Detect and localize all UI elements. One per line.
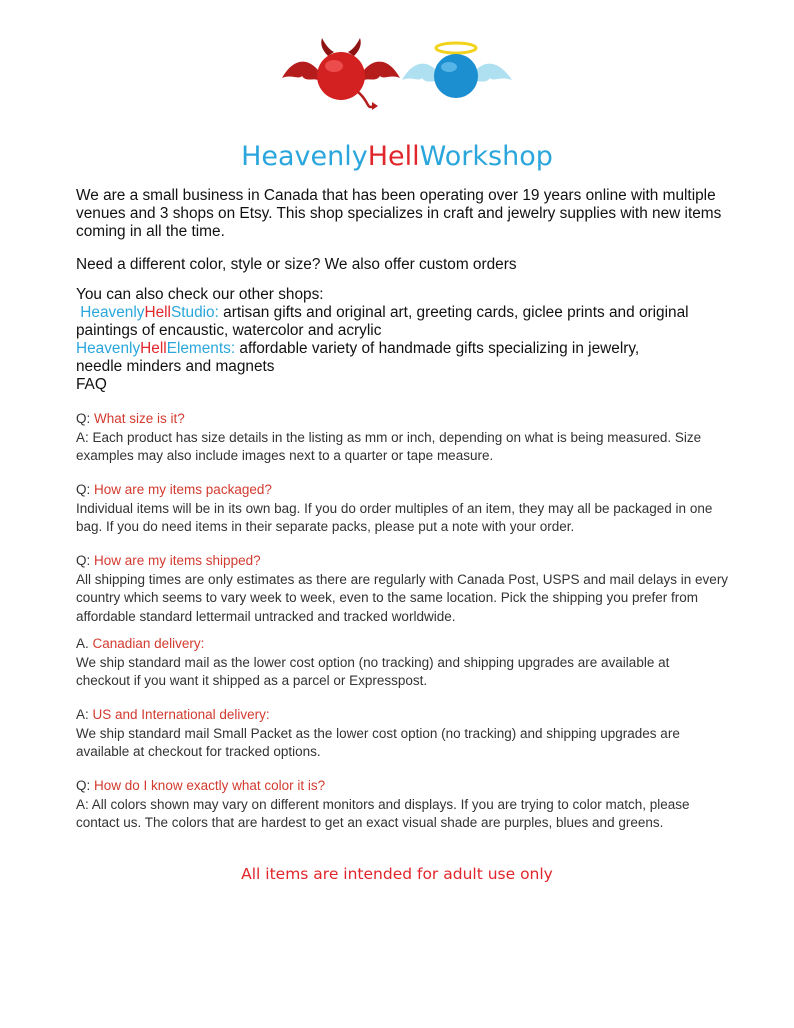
faq-question: [76, 706, 736, 725]
elements-name-part1: Heavenly: [76, 340, 141, 357]
shop-studio-entry: [76, 304, 736, 340]
faq-question-text: How do I know exactly what color it is?: [94, 778, 326, 793]
faq-question-text: Canadian delivery:: [92, 636, 205, 651]
about-paragraph: [76, 187, 736, 241]
faq-answer: A: All colors shown may vary on different monitors and displays. If you are trying to color match, please contact us. The colors that are hardest to get an exact visual shade are purples, blues and greens.: [76, 796, 690, 830]
faq-answer: We ship standard mail Small Packet as the lower cost option (no tracking) and shipping upgrades are available at checkout for tracked options.: [76, 725, 680, 759]
other-shops-section: [76, 286, 736, 394]
elements-description: affordable variety of handmade gifts specializing in jewelry, needle minders and magnets: [76, 340, 640, 375]
shop-studio-link[interactable]: [80, 304, 219, 321]
faq-prefix: Q:: [76, 482, 91, 497]
faq-question-text: How are my items packaged?: [94, 482, 272, 497]
faq-prefix: A:: [76, 707, 89, 722]
faq-question-text: US and International delivery:: [92, 707, 270, 722]
faq-item: [76, 481, 736, 537]
page-title: [0, 139, 794, 175]
title-part-heavenly: Heavenly: [241, 141, 368, 172]
title-part-workshop: Workshop: [419, 141, 553, 172]
logo-devil-angel: [278, 36, 518, 112]
studio-name-part2: Hell: [144, 304, 171, 321]
faq-item: [76, 777, 736, 833]
faq-prefix: Q:: [76, 411, 91, 426]
faq-question: [76, 481, 736, 500]
faq-item: [76, 635, 696, 691]
about-text: We are a small business in Canada that has been operating over 19 years online with multiple venues and 3 shops on Etsy. This shop specializes in craft and jewelry supplies with new items coming in all the time.: [76, 187, 722, 240]
adult-use-notice: All items are intended for adult use only: [241, 865, 553, 883]
studio-description: artisan gifts and original art, greeting cards, giclee prints and original paintings of encaustic, watercolor and acrylic: [76, 304, 689, 339]
faq-prefix: A.: [76, 636, 89, 651]
faq-item: [76, 706, 736, 762]
other-shops-heading: You can also check our other shops:: [76, 286, 324, 303]
faq-item: [76, 552, 736, 626]
studio-name-part3: Studio:: [170, 304, 219, 321]
faq-question: [76, 777, 736, 796]
faq-item: [76, 410, 736, 466]
elements-name-part2: Hell: [140, 340, 167, 357]
faq-prefix: Q:: [76, 778, 91, 793]
title-part-hell: Hell: [367, 141, 420, 172]
faq-answer: Individual items will be in its own bag. If you do order multiples of an item, they may all be packaged in one bag. If you do need items in their separate packs, please put a note with your order.: [76, 500, 713, 534]
faq-question-text: What size is it?: [94, 411, 185, 426]
custom-orders-paragraph: [76, 256, 736, 274]
devil-icon: [282, 38, 400, 110]
faq-question: [76, 635, 696, 654]
faq-answer: A: Each product has size details in the listing as mm or inch, depending on what is being measured. Size examples may also include images next to a quarter or tape measure.: [76, 429, 702, 463]
angel-icon: [402, 43, 512, 98]
faq-answer: We ship standard mail as the lower cost option (no tracking) and shipping upgrades are available at checkout if you want it shipped as a parcel or Expresspost.: [76, 654, 670, 688]
shop-elements-link[interactable]: [76, 340, 235, 357]
faq-label: FAQ: [76, 376, 107, 393]
faq-answer: All shipping times are only estimates as there are regularly with Canada Post, USPS and mail delays in every country which seems to vary week to week, even to the same location. Pick the shipping you prefer from affordable standard lettermail untracked and tracked worldwide.: [76, 571, 729, 624]
faq-question: [76, 410, 736, 429]
studio-name-part1: Heavenly: [80, 304, 145, 321]
faq-prefix: Q:: [76, 553, 91, 568]
faq-question: [76, 552, 736, 571]
shop-elements-entry: [76, 340, 736, 376]
elements-name-part3: Elements:: [166, 340, 236, 357]
custom-orders-text: Need a different color, style or size? We also offer custom orders: [76, 256, 517, 273]
faq-question-text: How are my items shipped?: [94, 553, 261, 568]
